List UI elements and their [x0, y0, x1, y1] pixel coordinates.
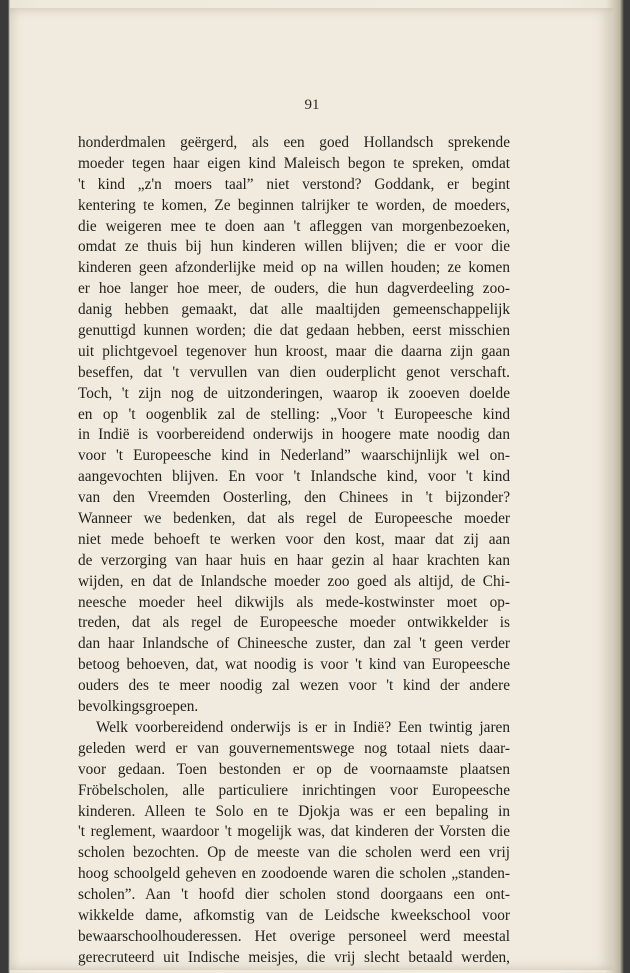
text-line: en op 't oogenblik zal de stelling: „Voor 't Europeesche kind — [78, 405, 510, 423]
text-line: Toch, 't zijn nog de uitzonderingen, waarop ik zooeven doelde — [78, 384, 510, 402]
text-line: kentering te komen, Ze beginnen talrijker te worden, de moeders, — [78, 196, 510, 214]
body-text — [78, 133, 510, 969]
text-line: de verzorging van haar huis en haar gezin al haar krachten kan — [78, 551, 510, 569]
text-line: omdat ze thuis bij hun kinderen willen blijven; die er voor die — [78, 238, 510, 256]
text-line: neesche moeder heel dikwijls als mede-kostwinster moet op- — [78, 593, 510, 611]
text-line: gerecruteerd uit Indische meisjes, die vrij slecht betaald werden, — [78, 948, 510, 966]
text-line: 't kind „z'n moers taal” niet verstond? Goddank, er begint — [78, 175, 510, 193]
page-number: 91 — [304, 97, 320, 113]
text-line: dan haar Inlandsche of Chineesche zuster, dan zal 't geen verder — [78, 635, 510, 653]
text-line: moeder tegen haar eigen kind Maleisch begon te spreken, omdat — [78, 154, 510, 172]
text-line: aangevochten blijven. En voor 't Inlandsche kind, voor 't kind — [78, 468, 510, 486]
text-line: voor 't Europeesche kind in Nederland” waarschijnlijk wel on- — [78, 447, 510, 465]
text-line: er hoe langer hoe meer, de ouders, die hun dagverdeeling zoo- — [78, 280, 510, 298]
text-line: voor gedaan. Toen bestonden er op de voornaamste plaatsen — [78, 760, 510, 778]
text-line: Welk voorbereidend onderwijs is er in Indië? Een twintig jaren — [96, 718, 510, 736]
text-line: geleden werd er van gouvernementswege nog totaal niets daar- — [78, 739, 510, 757]
text-line: uit plichtgevoel tegenover hun kroost, maar die daarna zijn gaan — [78, 342, 510, 360]
text-line: scholen”. Aan 't hoofd dier scholen stond doorgaans een ont- — [78, 886, 510, 904]
text-line: treden, dat als regel de Europeesche moeder ontwikkelder is — [78, 614, 510, 632]
text-line: ouders des te meer noodig zal wezen voor 't kind der andere — [78, 677, 510, 695]
text-line: wijden, en dat de Inlandsche moeder zoo goed als altijd, de Chi- — [78, 572, 510, 590]
text-line: honderdmalen geërgerd, als een goed Hollandsch sprekende — [78, 134, 510, 151]
text-line: kinderen geen afzonderlijke meid op na willen houden; ze komen — [78, 259, 510, 277]
text-line: Wanneer we bedenken, dat als regel de Europeesche moeder — [78, 510, 510, 528]
text-line: bevolkingsgroepen. — [78, 698, 199, 716]
text-line: Fröbelscholen, alle particuliere inrichtingen voor Europeesche — [78, 781, 510, 799]
text-line: danig hebben gemaakt, dat alle maaltijden gemeenschappelijk — [78, 301, 510, 319]
text-line: bewaarschoolhouderessen. Het overige personeel werd meestal — [78, 927, 510, 945]
text-line: beseffen, dat 't vervullen van dien ouderplicht genot verschaft. — [78, 363, 510, 381]
text-line: 't reglement, waardoor 't mogelijk was, dat kinderen der Vorsten die — [78, 823, 510, 841]
text-line: die weigeren mee te doen aan 't afleggen van morgenbezoeken, — [78, 217, 510, 235]
text-line: niet mede behoeft te werken voor den kost, maar dat zij aan — [78, 530, 510, 548]
text-line: in Indië is voorbereidend onderwijs in hoogere mate noodig dan — [78, 426, 510, 444]
book-page — [10, 8, 614, 970]
text-line: hoog schoolgeld geheven en zoodoende waren die scholen „standen- — [78, 865, 510, 883]
text-line: kinderen. Alleen te Solo en te Djokja was er een bepaling in — [78, 802, 510, 820]
text-line: betoog behoeven, dat, wat noodig is voor 't kind van Europeesche — [78, 656, 510, 674]
text-line: genuttigd kunnen worden; die dat gedaan hebben, eerst misschien — [78, 322, 510, 340]
text-line: scholen bezochten. Op de meeste van die scholen werd een vrij — [78, 844, 510, 862]
text-line: van den Vreemden Oosterling, den Chinees in 't bijzonder? — [78, 489, 510, 507]
text-line: wikkelde dame, afkomstig van de Leidsche kweekschool voor — [78, 906, 510, 924]
